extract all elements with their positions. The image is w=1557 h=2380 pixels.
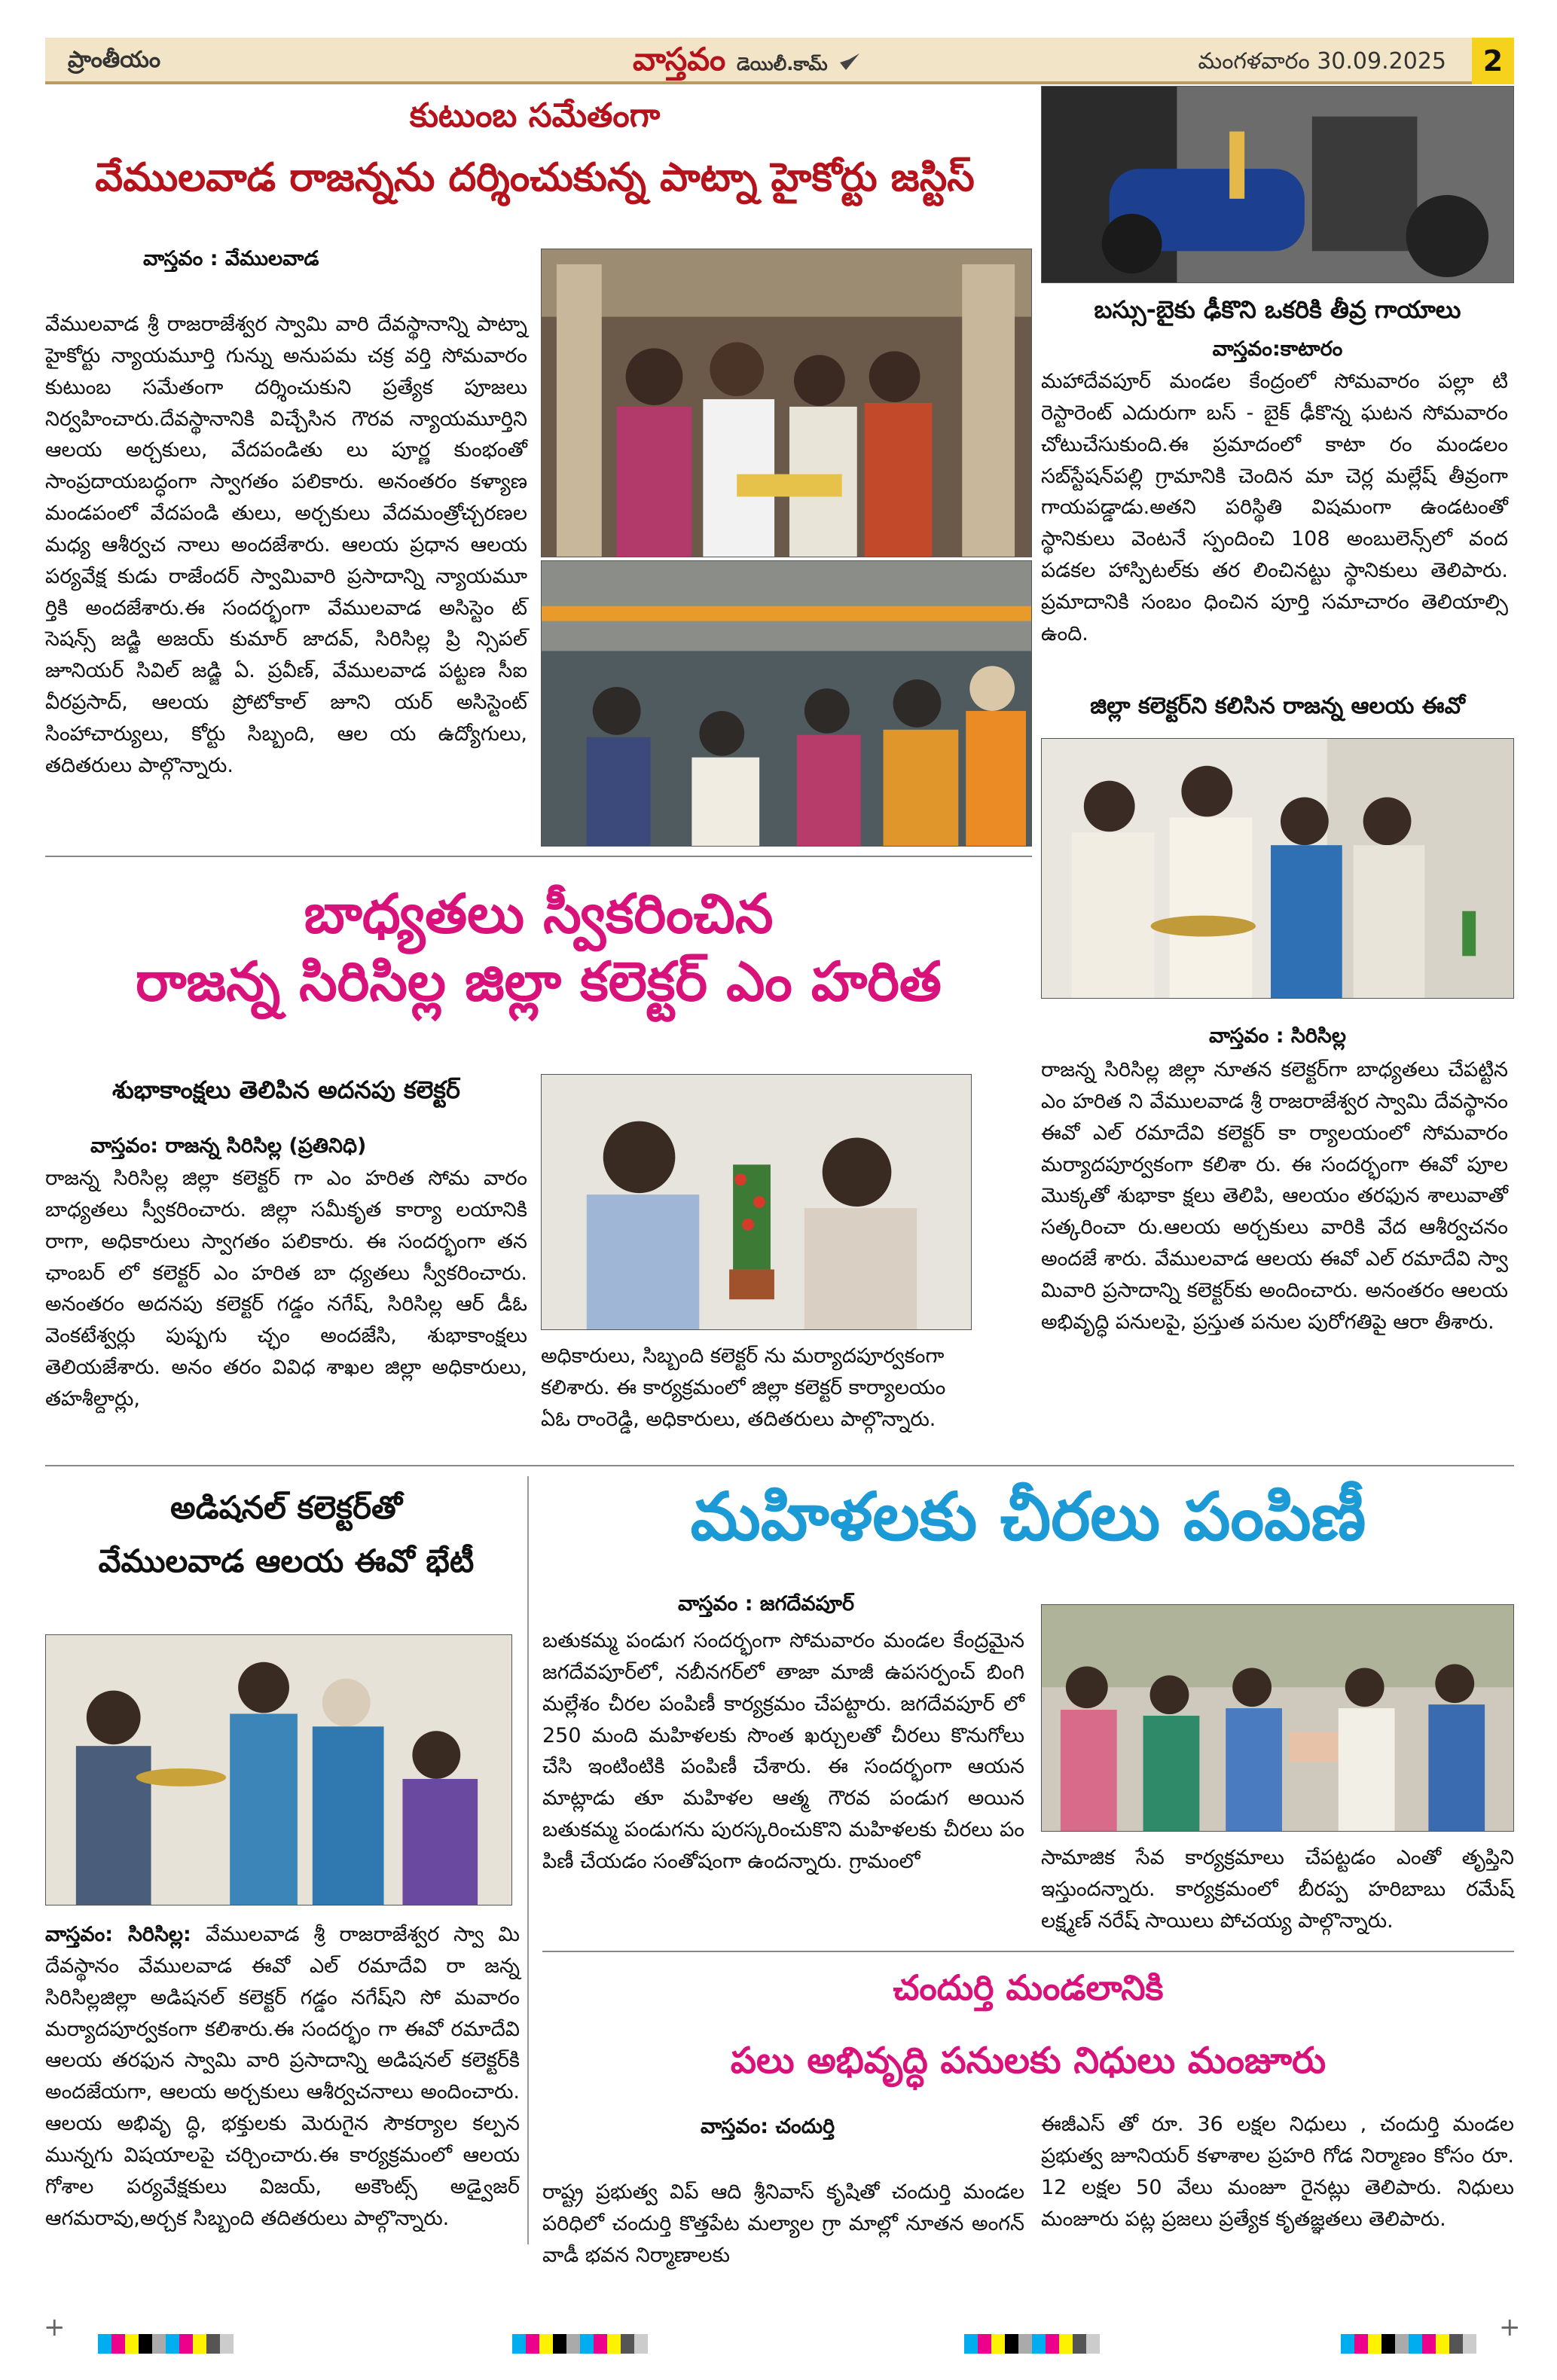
temple-visit-photo-2: [541, 560, 1032, 847]
accident-dateline: వాస్తవం:కాటారం: [1212, 337, 1343, 361]
chandurthi-kicker: చందుర్తి మండలానికి: [893, 1967, 1164, 2008]
addl-collector-dateline: వాస్తవం: సిరిసిల్ల:: [45, 1923, 191, 1946]
divider: [45, 856, 1032, 857]
addl-collector-body: వేములవాడ శ్రీ రాజరాజేశ్వర స్వా మి దేవస్థానం వేములవాడ ఈవో ఎల్ రమాదేవి రా జన్న సిరిసిల్లజిల్లా అడిషనల్ కలెక్టర్ గడ్డం నగేష్‌ని సో మవారం మర్యాదపూర్వకంగా కలిశారు.ఈ సందర్భం గా ఈవో రమాదేవి ఆలయ తరఫున స్వామి వారి ప్రసాదాన్ని అడిషనల్ కలెక్టర్‌కి అందజేయగా, ఆలయ అర్చకులు ఆశీర్వచనాలు అందించారు. ఆలయ అభివృ ద్ధి, భక్తులకు మెరుగైన సౌకర్యాల కల్పన మున్నగు విషయాలపై చర్చించారు.ఈ కార్యక్రమంలో ఆలయ గోశాల పర్యవేక్షకులు విజయ్, అకౌంట్స్ అడ్వైజర్ ఆగమరావు,అర్చక సిబ్బంది తదితరులు పాల్గొన్నారు.: [45, 1923, 520, 2230]
divider: [45, 1465, 1514, 1466]
accident-headline: బస్సు-బైకు ఢీకొని ఒకరికి తీవ్ర గాయాలు: [1094, 295, 1461, 324]
collector-charge-headline-line1: బాధ్యతలు స్వీకరించిన: [304, 882, 774, 945]
collector-charge-body: రాజన్న సిరిసిల్ల జిల్లా కలెక్టర్ గా ఎం హరిత సోమ వారం బాధ్యతలు స్వీకరించారు. జిల్లా సమీకృత కార్యా లయానికి రాగా, అధికారులు స్వాగతం పలికారు. ఈ సందర్భంగా తన ఛాంబర్ లో కలెక్టర్ ఎం హరిత బా ధ్యతలు స్వీకరించారు. అనంతరం అదనపు కలెక్టర్ గడ్డం నగేష్, సిరిసిల్ల ఆర్ డీఓ వెంకటేశ్వర్లు పుష్పగు చ్ఛం అందజేసి, శుభాకాంక్షలు తెలియజేశారు. అనం తరం వివిధ శాఖల జిల్లా అధికారులు, తహశీల్దార్లు,: [45, 1167, 527, 1411]
color-registration-strip: [512, 2334, 648, 2354]
masthead: [633, 41, 861, 86]
collector-bouquet-photo: [541, 1074, 972, 1330]
sarees-photo: [1041, 1604, 1514, 1832]
collector-charge-subhead: శుభాకాంక్షలు తెలిపిన అదనపు కలెక్టర్: [112, 1076, 460, 1104]
chandurthi-headline: పలు అభివృద్ధి పనులకు నిధులు మంజూరు: [730, 2040, 1327, 2082]
collector-eo-dateline: వాస్తవం : సిరిసిల్ల: [1209, 1024, 1346, 1048]
crop-mark: +: [1499, 2312, 1521, 2342]
chandurthi-dateline: వాస్తవం: చందుర్తి: [701, 2115, 835, 2138]
story1-headline: వేములవాడ రాజన్నను దర్శించుకున్న పాట్నా హైకోర్టు జస్టిస్: [95, 155, 975, 200]
accident-body: మహాదేవపూర్ మండల కేంద్రంలో సోమవారం పల్లా టి రెస్టారెంట్ ఎదురుగా బస్ - బైక్ ఢీకొన్న ఘటన సోమవారం చోటుచేసుకుంది.ఈ ప్రమాదంలో కాటా రం మండలం సబ్‌స్టేషన్‌పల్లి గ్రామానికి చెందిన మా చెర్ల మల్లేష్ తీవ్రంగా గాయపడ్డాడు.అతని పరిస్థితి విషమంగా ఉండటంతో స్థానికులు వెంటనే స్పందించి 108 అంబులెన్స్‌లో వంద పడకల హాస్పిటల్‌కు తర లించినట్టు స్థానికులు తెలిపారు. ప్రమాదానికి సంబం ధించిన పూర్తి సమాచారం తెలియాల్సి ఉంది.: [1041, 370, 1508, 645]
sarees-body: బతుకమ్మ పండుగ సందర్భంగా సోమవారం మండల కేంద్రమైన జగదేవపూర్‌లో, నబీనగర్‌లో తాజా మాజీ ఉపసర్పంచ్ బింగి మల్లేశం చీరల పంపిణీ కార్యక్రమం చేపట్టారు. జగదేవపూర్ లో 250 మంది మహిళలకు సొంత ఖర్చులతో చీరలు కొనుగోలు చేసి ఇంటింటికి పంపిణీ చేశారు. ఈ సందర్భంగా ఆయన మాట్లాడు తూ మహిళల ఆత్మ గౌరవ పండుగ అయిన బతుకమ్మ పండుగను పురస్కరించుకొని మహిళలకు చీరలు పం పిణీ చేయడం సంతోషంగా ఉందన్నారు. గ్రామంలో: [542, 1629, 1024, 1873]
collector-charge-body-cont: అధికారులు, సిబ్బంది కలెక్టర్ ను మర్యాదపూర్వకంగా కలిశారు. ఈ కార్యక్రమంలో జిల్లా కలెక్టర్ కార్యాలయం ఏఓ రాంరెడ్డి, అధికారులు, తదితరులు పాల్గొన్నారు.: [541, 1344, 946, 1431]
color-registration-strip: [1341, 2334, 1476, 2354]
addl-collector-headline: [45, 1481, 527, 1588]
story1-kicker: కుటుంబ సమేతంగా: [409, 96, 661, 135]
page-number: 2: [1472, 38, 1514, 84]
addl-collector-headline-line1: అడిషనల్ కలెక్టర్‌తో: [169, 1489, 403, 1526]
divider: [542, 1951, 1514, 1952]
masthead-suffix: డెయిలీ.కామ్: [736, 53, 828, 75]
addl-collector-photo: [45, 1634, 512, 1906]
crop-mark: +: [44, 2312, 66, 2342]
column-divider: [527, 1476, 529, 2244]
sarees-headline: మహిళలకు చీరలు పంపిణీ: [690, 1478, 1366, 1555]
addl-collector-text: [45, 1919, 520, 2234]
masthead-title: వాస్తవం: [633, 41, 726, 78]
story1-body: వేములవాడ శ్రీ రాజరాజేశ్వర స్వామి వారి దేవస్థానాన్ని పాట్నా హైకోర్టు న్యాయమూర్తి గున్ను అనుపమ చక్ర వర్తి సోమవారం కుటుంబ సమేతంగా దర్శించుకుని ప్రత్యేక పూజలు నిర్వహించారు.దేవస్థానానికి విచ్చేసిన గౌరవ న్యాయమూర్తిని ఆలయ అర్చకులు, వేదపండితు లు పూర్ణ కుంభంతో సాంప్రదాయబద్ధంగా స్వాగతం పలికారు. అనంతరం కళ్యాణ మండపంలో వేదపండి తులు, అర్చకులు వేదమంత్రోచ్చరణల మధ్య ఆశీర్వచ నాలు అందజేశారు. ఆలయ ప్రధాన ఆలయ పర్యవేక్ష కుడు రాజేందర్ స్వామివారి ప్రసాదాన్ని న్యాయమూ ర్తికి అందజేశారు.ఈ సందర్భంగా వేములవాడ అసిస్టెం ట్ సెషన్స్ జడ్జి అజయ్ కుమార్ జాదవ్, సిరిసిల్ల ప్రి న్సిపల్ జూనియర్ సివిల్ జడ్జి ఏ. ప్రవీణ్, వేములవాడ పట్టణ సీఐ వీరప్రసాద్, ఆలయ ప్రోటోకాల్ జూని యర్ అసిస్టెంట్ సింహాచార్యులు, కోర్టు సిబ్బంది, ఆల య ఉద్యోగులు, తదితరులు పాల్గొన్నారు.: [45, 313, 527, 777]
chandurthi-body-cont: ఈజీఎస్ తో రూ. 36 లక్షల నిధులు , చందుర్తి మండల ప్రభుత్వ జూనియర్ కళాశాల ప్రహరి గోడ నిర్మాణం కోసం రూ. 12 లక్షల 50 వేలు మంజూ రైనట్లు తెలిపారు. నిధులు మంజూరు పట్ల ప్రజలు ప్రత్యేక కృతజ్ఞతలు తెలిపారు.: [1041, 2113, 1514, 2231]
section-label: ప్రాంతీయం: [68, 47, 161, 73]
collector-eo-body: రాజన్న సిరిసిల్ల జిల్లా నూతన కలెక్టర్‌గా బాధ్యతలు చేపట్టిన ఎం హరిత ని వేములవాడ శ్రీ రాజరాజేశ్వర స్వామి దేవస్థానం ఈవో ఎల్ రమాదేవి కలెక్టర్ కా ర్యాలయంలో సోమవారం మర్యాదపూర్వకంగా కలిశా రు. ఈ సందర్భంగా ఈవో పూల మొక్కతో శుభాకా క్షలు తెలిపి, ఆలయం తరఫున శాలువాతో సత్కరించా రు.ఆలయ అర్చకులు వారికి వేద ఆశీర్వచనం అందజే శారు. వేములవాడ ఆలయ ఈవో ఎల్ రమాదేవి స్వా మివారి ప్రసాదాన్ని కలెక్టర్‌కు అందించారు. అనంతరం ఆలయ అభివృద్ధి పనులపై, ప్రస్తుత పనుల పురోగతిపై ఆరా తీశారు.: [1041, 1058, 1508, 1334]
addl-collector-headline-line2: వేములవాడ ఆలయ ఈవో భేటీ: [98, 1542, 475, 1580]
collector-eo-headline: జిల్లా కలెక్టర్‌ని కలిసిన రాజన్న ఆలయ ఈవో: [1090, 693, 1465, 719]
collector-eo-photo: [1041, 738, 1514, 999]
issue-date: మంగళవారం 30.09.2025: [1198, 48, 1446, 75]
sarees-dateline: వాస్తవం : జగదేవపూర్: [678, 1592, 854, 1616]
sarees-body-cont: సామాజిక సేవ కార్యక్రమాలు చేపట్టడం ఎంతో తృప్తిని ఇస్తుందన్నారు. కార్యక్రమంలో బీరప్ప హరిబాబు రమేష్ లక్ష్మణ్ నరేష్ సాయిలు పోచయ్య పాల్గొన్నారు.: [1041, 1846, 1514, 1933]
page-header: [45, 38, 1514, 84]
chandurthi-body: రాష్ట్ర ప్రభుత్వ విప్ ఆది శ్రీనివాస్ కృషితో చందుర్తి మండల పరిధిలో చందుర్తి కొత్తపేట మల్యాల గ్రా మాల్లో నూతన అంగన్ వాడీ భవన నిర్మాణాలకు: [542, 2180, 1024, 2267]
collector-charge-headline-line2: రాజన్న సిరిసిల్ల జిల్లా కలెక్టర్ ఎం హరిత: [136, 950, 942, 1013]
color-registration-strip: [964, 2334, 1100, 2354]
collector-charge-dateline: వాస్తవం: రాజన్న సిరిసిల్ల (ప్రతినిధి): [90, 1134, 367, 1158]
story1-dateline: వాస్తవం : వేములవాడ: [143, 247, 319, 270]
temple-visit-photo-1: [541, 249, 1032, 557]
color-registration-strip: [98, 2334, 234, 2354]
accident-photo: [1041, 86, 1514, 283]
collector-charge-headline: [45, 880, 1032, 1015]
bird-logo-icon: [838, 52, 861, 72]
